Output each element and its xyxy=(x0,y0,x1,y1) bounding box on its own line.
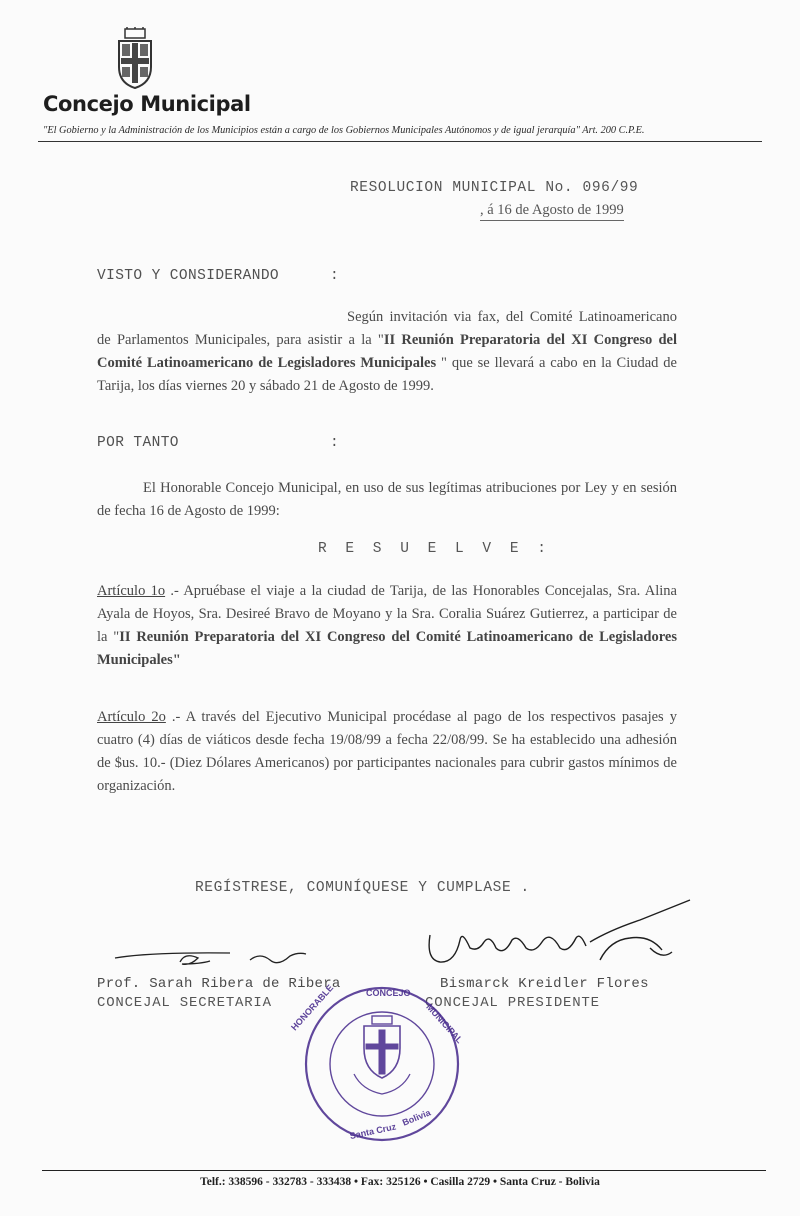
municipal-crest-logo xyxy=(116,27,154,89)
signature-secretary xyxy=(110,940,310,975)
por-tanto-colon: : xyxy=(330,435,340,451)
svg-text:Santa Cruz: Santa Cruz xyxy=(348,1121,397,1142)
article-2-label: Artículo 2o xyxy=(97,709,166,725)
signatory-1-name: Prof. Sarah Ribera de Ribera xyxy=(97,976,341,992)
svg-text:HONORABLE: HONORABLE xyxy=(288,982,336,1033)
closing-formula: REGÍSTRESE, COMUNÍQUESE Y CUMPLASE . xyxy=(195,880,530,896)
article-1 xyxy=(97,580,677,672)
por-tanto-paragraph: El Honorable Concejo Municipal, en uso de sus legítimas atribuciones por Ley y en sesión de fecha 16 de Agosto de 1999: xyxy=(97,480,677,519)
visto-heading: VISTO Y CONSIDERANDO xyxy=(97,268,280,284)
official-seal-stamp xyxy=(288,982,465,1142)
visto-text-a: Según invitación via fax, del Comité Latinoamericano de Parlamentos Municipales, para asistir a la " xyxy=(97,309,677,348)
article-1-event-name: II Reunión Preparatoria del XI Congreso del Comité Latinoamericano de Legisladores Municipales" xyxy=(97,629,677,668)
article-2-text: .- A través del Ejecutivo Municipal procédase al pago de los respectivos pasajes y cuatro (4) días de viáticos desde fecha 19/08/99 a fecha 22/08/99. Se ha establecido una adhesión de $us. 10.- (Diez Dólares Americanos) por participantes nacionales para cubrir gastos mínimos de organización. xyxy=(97,709,677,794)
resolution-date: , á 16 de Agosto de 1999 xyxy=(480,202,624,221)
header-divider xyxy=(38,141,762,142)
resuelve-heading: R E S U E L V E : xyxy=(318,541,551,557)
signatory-2-title: CONCEJAL PRESIDENTE xyxy=(425,995,600,1011)
footer-contact-info: Telf.: 338596 - 332783 - 333438 • Fax: 325126 • Casilla 2729 • Santa Cruz - Bolivia xyxy=(200,1176,600,1188)
por-tanto-heading: POR TANTO xyxy=(97,435,179,451)
signatory-2-name: Bismarck Kreidler Flores xyxy=(440,976,649,992)
svg-text:Bolivia: Bolivia xyxy=(400,1107,432,1128)
letterhead-motto: "El Gobierno y la Administración de los Municipios están a cargo de los Gobiernos Municipales Autónomos y de igual jerarquía" Art. 200 C.P.E. xyxy=(43,125,645,136)
svg-text:MUNICIPAL: MUNICIPAL xyxy=(424,1001,465,1046)
svg-text:CONCEJO: CONCEJO xyxy=(366,988,411,998)
visto-text-b: " que se llevará a cabo en la Ciudad de Tarija, los días viernes 20 y sábado 21 de Agosto de 1999. xyxy=(97,355,677,394)
article-2 xyxy=(97,706,677,798)
footer-divider xyxy=(42,1170,766,1171)
article-1-label: Artículo 1o xyxy=(97,583,166,599)
signatory-1-title: CONCEJAL SECRETARIA xyxy=(97,995,272,1011)
visto-event-name: II Reunión Preparatoria del XI Congreso del Comité Latinoamericano de Legisladores Municipales xyxy=(97,332,677,371)
article-1-text: .- Apruébase el viaje a la ciudad de Tarija, de las Honorables Concejalas, Sra. Alina Ayala de Hoyos, Sra. Desireé Bravo de Moyano y la Sra. Coralia Suárez Gutierrez, a participar de la " xyxy=(97,583,677,645)
resolution-number: RESOLUCION MUNICIPAL No. 096/99 xyxy=(350,180,639,196)
visto-colon: : xyxy=(330,268,340,284)
signature-president xyxy=(400,890,700,980)
letterhead-org-name: Concejo Municipal xyxy=(43,92,251,116)
visto-paragraph xyxy=(97,306,677,398)
